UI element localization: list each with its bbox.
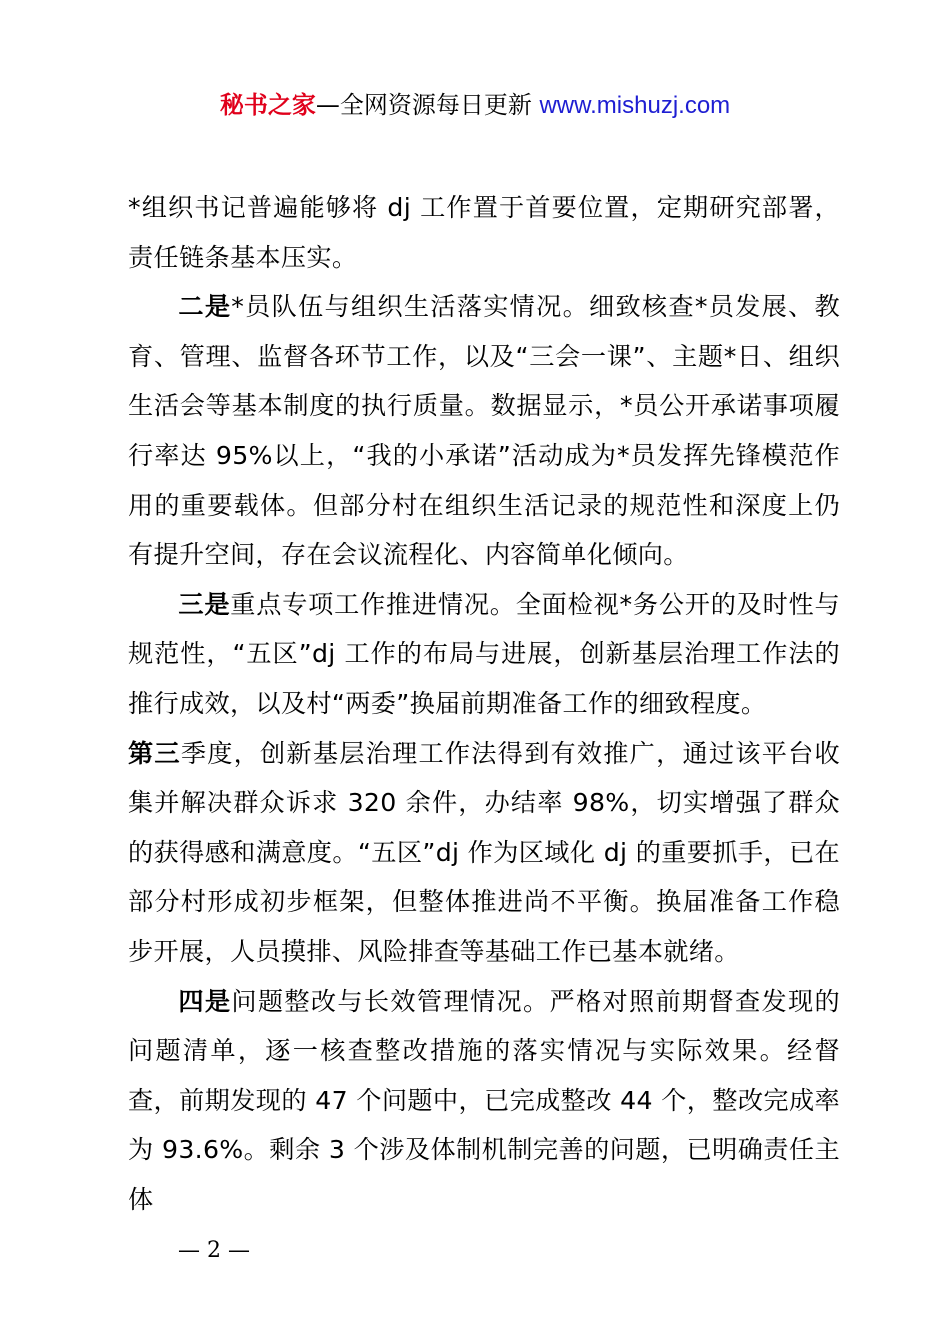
- document-body: [128, 183, 840, 1224]
- page-number: — 2 —: [178, 1238, 250, 1263]
- paragraph-text: 季度，创新基层治理工作法得到有效推广，通过该平台收集并解决群众诉求 320 余件，办结率 98%，切实增强了群众的获得感和满意度。“五区”dj 作为区域化 dj 的重要抓手，已在部分村形成初步框架，但整体推进尚不平衡。换届准备工作稳步开展，人员摸排、风险排查等基础工作已基本就绪。: [128, 738, 840, 966]
- site-brand: 秘书之家: [219, 91, 316, 119]
- paragraph-text: *员队伍与组织生活落实情况。细致核查*员发展、教育、管理、监督各环节工作，以及“三会一课”、主题*日、组织生活会等基本制度的执行质量。数据显示，*员公开承诺事项履行率达 95%以上，“我的小承诺”活动成为*员发挥先锋模范作用的重要载体。但部分村在组织生活记录的规范性和深度上仍有提升空间，存在会议流程化、内容简单化倾向。: [128, 292, 840, 570]
- paragraph-lead: 三是: [178, 589, 231, 619]
- paragraph-5: [128, 977, 840, 1225]
- site-header: [0, 88, 950, 123]
- paragraph-lead: 第三: [128, 738, 181, 768]
- site-url-link[interactable]: www.mishuzj.com: [539, 92, 731, 119]
- paragraph-2: [128, 282, 840, 580]
- paragraph-text: 重点专项工作推进情况。全面检视*务公开的及时性与规范性，“五区”dj 工作的布局与进展，创新基层治理工作法的推行成效，以及村“两委”换届前期准备工作的细致程度。: [128, 589, 840, 718]
- paragraph-3: [128, 580, 840, 729]
- paragraph-text: *组织书记普遍能够将 dj 工作置于首要位置，定期研究部署，责任链条基本压实。: [128, 193, 840, 272]
- site-tagline: —全网资源每日更新: [315, 91, 532, 119]
- paragraph-lead: 二是: [178, 292, 232, 322]
- paragraph-text: 问题整改与长效管理情况。严格对照前期督查发现的问题清单，逐一核查整改措施的落实情况与实际效果。经督查，前期发现的 47 个问题中，已完成整改 44 个，整改完成率为 93.6%。剩余 3 个涉及体制机制完善的问题，已明确责任主体: [128, 986, 840, 1214]
- paragraph-1: [128, 183, 840, 282]
- paragraph-4: [128, 729, 840, 977]
- paragraph-lead: 四是: [178, 986, 232, 1016]
